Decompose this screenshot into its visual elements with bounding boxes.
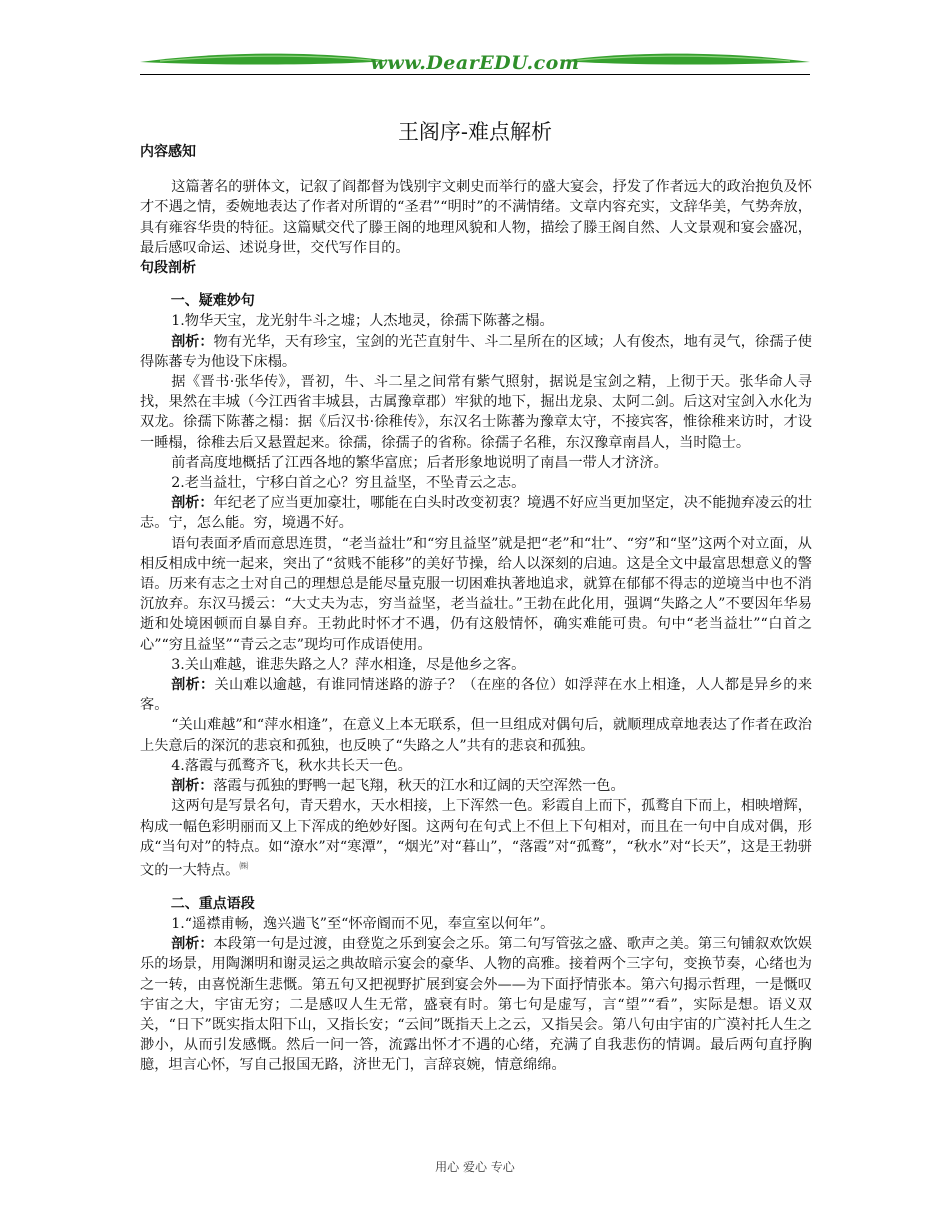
analysis-label: 剖析： xyxy=(171,495,214,512)
page-footer: 用心 爱心 专心 xyxy=(435,1160,515,1174)
sentence-1-analysis xyxy=(140,332,812,372)
perception-paragraph: 这篇著名的骈体文，记叙了阎都督为饯别宇文刺史而举行的盛大宴会，抒发了作者远大的政治抱负及怀才不遇之情，委婉地表达了作者对所谓的“圣君”“明时”的不满情绪。文章内容充实，文辞华美，气势奔放，具有雍容华贵的特征。这篇赋交代了滕王阁的地理风貌和人物，描绘了滕王阁自然、人文景观和宴会盛况，最后感叹命运、述说身世，交代写作目的。 xyxy=(140,179,812,256)
analysis-label: 剖析： xyxy=(171,677,215,694)
sentence-4-analysis xyxy=(140,776,812,796)
analysis-text: 本段第一句是过渡，由登览之乐到宴会之乐。第二句写管弦之盛、歌声之美。第三句铺叙欢饮娱乐的场景，用陶渊明和谢灵运之典故暗示宴会的豪华、人物的高雅。接着两个三字句，变换节奏，心绪也为之一转，由喜悦渐生悲慨。第五句又把视野扩展到宴会外——为下面抒情张本。第六句揭示哲理，一是慨叹宇宙之大，宇宙无穷；二是感叹人生无常，盛衰有时。第七句是虚写，言“望”“看”，实际是想。语义双关，“日下”既实指太阳下山，又指长安；“云间”既指天上之云，又指吴会。第八句由宇宙的广漠衬托人生之渺小，从而引发感慨。然后一问一答，流露出怀才不遇的心绪，充满了自我悲伤的情调。最后两句直抒胸臆，坦言心怀，写自己报国无路，济世无门，言辞哀婉，情意绵绵。 xyxy=(140,936,812,1074)
subheading-difficult-sentences: 一、疑难妙句 xyxy=(170,293,255,310)
sentence-1: 1.物华天宝，龙光射牛斗之墟；人杰地灵，徐孺下陈蕃之榻。 xyxy=(171,313,554,330)
spacer xyxy=(140,162,812,177)
sentence-1-summary: 前者高度地概括了江西各地的繁华富庶；后者形象地说明了南昌一带人才济济。 xyxy=(171,454,668,471)
sentence-2: 2.老当益壮，宁移白首之心？穷且益坚，不坠青云之志。 xyxy=(171,475,526,492)
sentence-2-note: 语句表面矛盾而意思连贯，“老当益壮”和“穷且益坚”就是把“老”和“壮”、“穷”和“坚”这两个对立面，从相反相成中统一起来，突出了“贫贱不能移”的美好节操，给人以深刻的启迪。这是全文中最富思想意义的警语。历来有志之士对自己的理想总是能尽量克服一切困难执著地追求，就算在郁郁不得志的逆境当中也不消沉放弃。东汉马援云：“大丈夫为志，穷当益坚，老当益壮。”王勃在此化用，强调“失路之人”不要因年华易逝和处境困顿而自暴自弃。王勃此时怀才不遇，仍有这般情怀，确实难能可贵。句中“老当益壮”“白首之心”“穷且益坚”“青云之志”现均可作成语使用。 xyxy=(140,535,812,653)
sentence-3-analysis xyxy=(140,675,812,715)
article-body xyxy=(140,142,812,1076)
sentence-3-note: “关山难越”和“萍水相逢”，在意义上本无联系，但一旦组成对偶句后，就顺理成章地表达了作者在政治上失意后的深沉的悲哀和孤独，也反映了“失路之人”共有的悲哀和孤独。 xyxy=(140,717,812,754)
analysis-label: 剖析： xyxy=(171,778,214,795)
sentence-2-analysis xyxy=(140,493,812,533)
key-passage-1-analysis xyxy=(140,934,812,1075)
analysis-text: 年纪老了应当更加豪壮，哪能在白头时改变初衷？境遇不好应当更加坚定，决不能抛弃凌云的壮志。宁，怎么能。穷，境遇不好。 xyxy=(140,495,812,532)
analysis-text: 落霞与孤独的野鸭一起飞翔，秋天的江水和辽阔的天空浑然一色。 xyxy=(213,778,625,795)
spacer xyxy=(140,278,812,291)
analysis-text: 物有光华，天有珍宝，宝剑的光芒直射牛、斗二星所在的区域；人有俊杰，地有灵气，徐孺子使得陈蕃专为他设下床榻。 xyxy=(140,333,812,370)
analysis-label: 剖析： xyxy=(171,333,214,350)
header-banner xyxy=(140,44,810,78)
site-logo: www.DearEDU.com xyxy=(370,52,580,74)
section-heading-analysis: 句段剖析 xyxy=(140,260,196,277)
section-heading-perception: 内容感知 xyxy=(140,144,196,160)
stray-mark: ㈱ xyxy=(239,861,249,872)
analysis-text: 关山难以逾越，有谁同情迷路的游子？（在座的各位）如浮萍在水上相逢，人人都是异乡的来客。 xyxy=(140,677,813,714)
page-title: 王阁序-难点解析 xyxy=(397,120,553,144)
key-passage-1: 1.“遥襟甫畅，逸兴遄飞”至“怀帝阍而不见，奉宣室以何年”。 xyxy=(171,916,555,933)
sentence-4-note xyxy=(140,796,812,881)
subheading-key-passages: 二、重点语段 xyxy=(170,895,255,912)
sentence-3: 3.关山难越，谁悲失路之人？萍水相逢，尽是他乡之客。 xyxy=(171,656,526,673)
header-divider xyxy=(140,74,810,75)
analysis-label: 剖析： xyxy=(171,936,214,953)
sentence-4: 4.落霞与孤鹜齐飞，秋水共长天一色。 xyxy=(171,757,412,774)
spacer xyxy=(140,881,812,894)
note-text: 这两句是写景名句，青天碧水，天水相接，上下浑然一色。彩霞自上而下，孤鹜自下而上，相映增辉，构成一幅色彩明丽而又上下浑成的绝妙好图。这两句在句式上不但上下句相对，而且在一句中自成对偶，形成“当句对”的特点。如“潦水”对“寒潭”，“烟光”对“暮山”，“落霞”对“孤鹜”，“秋水”对“长天”，这是王勃骈文的一大特点。 xyxy=(140,798,812,879)
sentence-1-note: 据《晋书·张华传》，晋初，牛、斗二星之间常有紫气照射，据说是宝剑之精，上彻于天。张华命人寻找，果然在丰城（今江西省丰城县，古属豫章郡）牢狱的地下，掘出龙泉、太阿二剑。后这对宝剑入水化为双龙。徐孺下陈蕃之榻：据《后汉书·徐稚传》，东汉名士陈蕃为豫章太守，不接宾客，惟徐稚来访时，才设一睡榻，徐稚去后又悬置起来。徐孺，徐孺子的省称。徐孺子名稚，东汉豫章南昌人，当时隐士。 xyxy=(140,374,812,451)
